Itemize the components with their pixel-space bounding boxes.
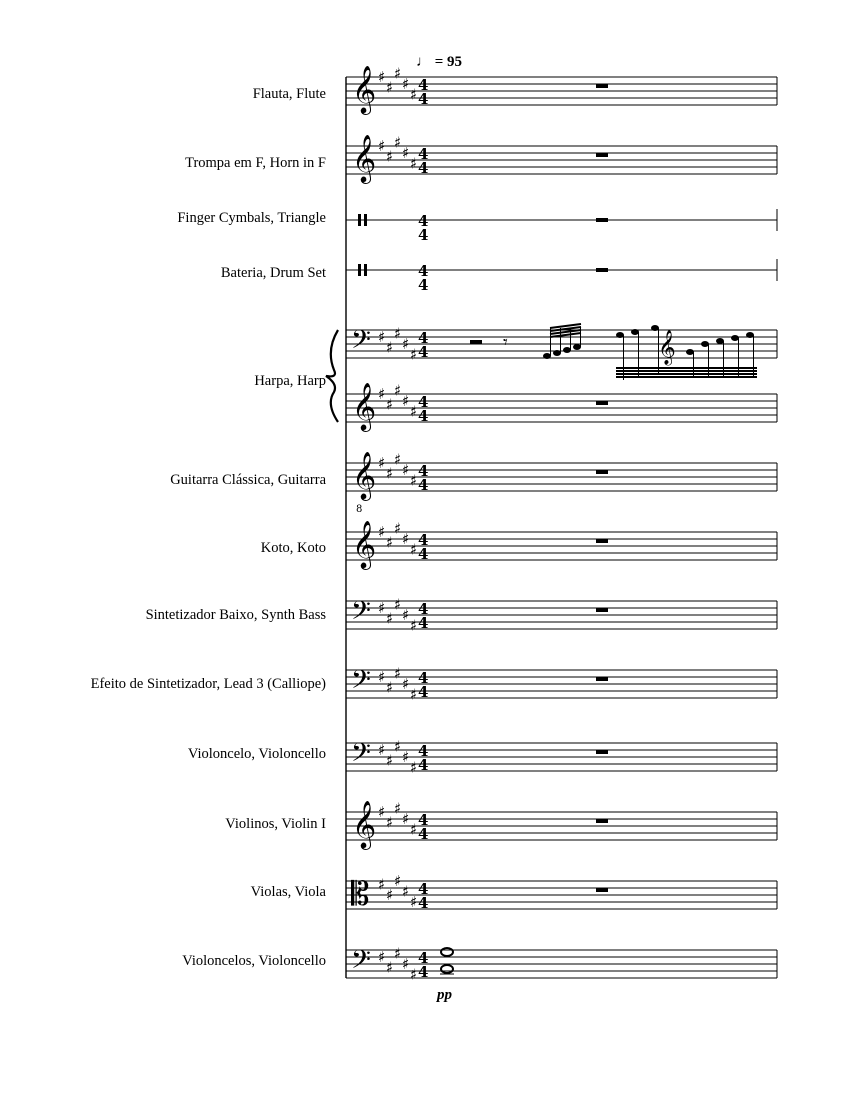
flute-key-sharp-icon: ♯ [410, 85, 418, 104]
cellos-whole-note [441, 965, 453, 973]
instrument-label-synth-bass: Sintetizador Baixo, Synth Bass [145, 607, 326, 623]
violin1-treble-clef-icon: 𝄞 [352, 800, 377, 848]
lead3-key-sharp-icon: ♯ [378, 668, 386, 686]
harp-top-key-sharp-icon: ♯ [394, 324, 402, 343]
harp-top-time-bottom: 4 [418, 343, 429, 361]
guitar-key-sharp-icon: ♯ [394, 450, 402, 469]
harp-note-head [631, 329, 639, 335]
cellos-key-sharp-icon: ♯ [410, 965, 418, 984]
synth-bass-key-sharp-icon: ♯ [410, 616, 418, 635]
cellos-bass-clef-icon: 𝄢 [351, 945, 371, 981]
cellos-key-sharp-icon: ♯ [386, 958, 394, 977]
koto-key-sharp-icon: ♯ [410, 540, 418, 559]
synth-bass-key-sharp-icon: ♯ [386, 609, 394, 628]
koto-time-bottom: 4 [418, 545, 429, 563]
harp-half-rest-icon [470, 340, 482, 344]
violin1-key-sharp-icon: ♯ [386, 813, 394, 832]
harp-bot-treble-clef-icon: 𝄞 [352, 382, 377, 430]
instrument-label-drum-set: Bateria, Drum Set [220, 265, 326, 281]
koto-key-sharp-icon: ♯ [402, 530, 410, 548]
cello-solo-key-sharp-icon: ♯ [386, 751, 394, 770]
violin1-whole-rest-icon [596, 819, 608, 823]
viola-time-bottom: 4 [418, 894, 429, 912]
flute-key-sharp-icon: ♯ [378, 68, 386, 86]
harp-bot-whole-rest-icon [596, 401, 608, 405]
cello-solo-time-bottom: 4 [418, 756, 429, 774]
lead3-whole-rest-icon [596, 677, 608, 681]
tempo-text: = 95 [434, 54, 463, 70]
instrument-label-violin1: Violinos, Violin I [225, 816, 326, 832]
horn-key-sharp-icon: ♯ [410, 154, 418, 173]
finger-cymbals-perc-clef-icon [364, 214, 367, 226]
guitar-key-sharp-icon: ♯ [402, 461, 410, 479]
horn-key-sharp-icon: ♯ [394, 133, 402, 152]
viola-time-top: 4 [418, 880, 429, 898]
harp-top-time-top: 4 [418, 329, 429, 347]
viola-key-sharp-icon: ♯ [394, 872, 402, 890]
flute-time-top: 4 [418, 76, 429, 94]
lead3-bass-clef-icon: 𝄢 [351, 665, 371, 701]
instrument-label-horn: Trompa em F, Horn in F [185, 155, 326, 171]
synth-bass-key-sharp-icon: ♯ [378, 599, 386, 617]
horn-key-sharp-icon: ♯ [386, 147, 394, 166]
cello-solo-key-sharp-icon: ♯ [402, 748, 410, 766]
harp-bot-key-sharp-icon: ♯ [378, 385, 386, 403]
synth-bass-time-top: 4 [418, 600, 429, 618]
lead3-key-sharp-icon: ♯ [402, 675, 410, 693]
koto-whole-rest-icon [596, 539, 608, 543]
instrument-label-koto: Koto, Koto [260, 540, 326, 556]
guitar-time-bottom: 4 [418, 476, 429, 494]
viola-whole-rest-icon [596, 888, 608, 892]
lead3-key-sharp-icon: ♯ [394, 664, 402, 683]
koto-key-sharp-icon: ♯ [386, 533, 394, 552]
flute-key-sharp-icon: ♯ [394, 64, 402, 83]
cello-solo-bass-clef-icon: 𝄢 [351, 738, 371, 774]
finger-cymbals-perc-clef-icon [358, 214, 361, 226]
guitar-whole-rest-icon [596, 470, 608, 474]
harp-top-key-sharp-icon: ♯ [402, 335, 410, 353]
harp-note-head [553, 350, 561, 356]
koto-key-sharp-icon: ♯ [394, 519, 402, 538]
harp-note-head [686, 349, 694, 355]
cellos-key-sharp-icon: ♯ [378, 948, 386, 966]
harp-brace-icon [326, 330, 338, 422]
harp-bot-key-sharp-icon: ♯ [386, 395, 394, 414]
cello-solo-key-sharp-icon: ♯ [410, 758, 418, 777]
finger-cymbals-time-top: 4 [418, 212, 429, 230]
koto-key-sharp-icon: ♯ [378, 523, 386, 541]
harp-eighth-rest-icon: 𝄾 [503, 332, 508, 353]
flute-time-bottom: 4 [418, 90, 429, 108]
cello-solo-time-top: 4 [418, 742, 429, 760]
koto-treble-clef-icon: 𝄞 [352, 520, 377, 568]
harp-top-bass-clef-icon: 𝄢 [351, 325, 371, 361]
cello-solo-key-sharp-icon: ♯ [378, 741, 386, 759]
violin1-time-top: 4 [418, 811, 429, 829]
guitar-time-top: 4 [418, 462, 429, 480]
viola-alto-clef-icon: 𝄡 [351, 874, 370, 913]
harp-top-key-sharp-icon: ♯ [378, 328, 386, 346]
violin1-key-sharp-icon: ♯ [402, 810, 410, 828]
harp-note-head [573, 344, 581, 350]
violin1-key-sharp-icon: ♯ [410, 820, 418, 839]
lead3-time-top: 4 [418, 669, 429, 687]
synth-bass-key-sharp-icon: ♯ [394, 595, 402, 614]
viola-key-sharp-icon: ♯ [378, 875, 386, 894]
harp-note-head [716, 338, 724, 344]
drum-set-time-bottom: 4 [418, 276, 429, 294]
instrument-label-cellos: Violoncelos, Violoncello [182, 953, 326, 969]
finger-cymbals-time-bottom: 4 [418, 226, 429, 244]
synth-bass-whole-rest-icon [596, 608, 608, 612]
horn-key-sharp-icon: ♯ [378, 137, 386, 155]
viola-key-sharp-icon: ♯ [386, 886, 394, 904]
synth-bass-time-bottom: 4 [418, 614, 429, 632]
cellos-key-sharp-icon: ♯ [394, 944, 402, 963]
koto-time-top: 4 [418, 531, 429, 549]
harp-top-key-sharp-icon: ♯ [410, 345, 418, 364]
harp-note-head [746, 332, 754, 338]
cello-solo-whole-rest-icon [596, 750, 608, 754]
harp-top-key-sharp-icon: ♯ [386, 338, 394, 357]
guitar-key-sharp-icon: ♯ [386, 464, 394, 483]
harp-note-head [731, 335, 739, 341]
instrument-label-viola: Violas, Viola [250, 884, 326, 900]
viola-key-sharp-icon: ♯ [410, 893, 418, 911]
violin1-key-sharp-icon: ♯ [378, 803, 386, 821]
harp-note-head [701, 341, 709, 347]
horn-time-bottom: 4 [418, 159, 429, 177]
drum-set-perc-clef-icon [358, 264, 361, 276]
instrument-label-guitar: Guitarra Clássica, Guitarra [170, 472, 326, 488]
lead3-key-sharp-icon: ♯ [386, 678, 394, 697]
instrument-label-harp: Harpa, Harp [254, 373, 326, 389]
guitar-key-sharp-icon: ♯ [378, 454, 386, 472]
tempo-marking [416, 54, 462, 71]
harp-note-head [543, 353, 551, 359]
harp-bot-key-sharp-icon: ♯ [410, 402, 418, 421]
harp-bot-key-sharp-icon: ♯ [402, 392, 410, 410]
cellos-key-sharp-icon: ♯ [402, 955, 410, 973]
dynamic-marking: pp [437, 987, 452, 1003]
guitar-octave-mark: 8 [356, 504, 363, 515]
lead3-key-sharp-icon: ♯ [410, 685, 418, 704]
viola-key-sharp-icon: ♯ [402, 882, 410, 901]
guitar-key-sharp-icon: ♯ [410, 471, 418, 490]
harp-bot-time-bottom: 4 [418, 407, 429, 425]
quarter-note-icon: ♩ [416, 54, 431, 70]
horn-time-top: 4 [418, 145, 429, 163]
flute-treble-clef-icon: 𝄞 [352, 65, 377, 113]
synth-bass-key-sharp-icon: ♯ [402, 606, 410, 624]
instrument-label-finger-cymbals: Finger Cymbals, Triangle [177, 210, 326, 226]
harp-note-head [616, 332, 624, 338]
flute-whole-rest-icon [596, 84, 608, 88]
harp-bot-time-top: 4 [418, 393, 429, 411]
drum-set-perc-clef-icon [364, 264, 367, 276]
horn-treble-clef-icon: 𝄞 [352, 134, 377, 182]
flute-key-sharp-icon: ♯ [402, 75, 410, 93]
harp-note-head [563, 347, 571, 353]
cello-solo-key-sharp-icon: ♯ [394, 737, 402, 756]
finger-cymbals-whole-rest-icon [596, 218, 608, 222]
lead3-time-bottom: 4 [418, 683, 429, 701]
instrument-label-flute: Flauta, Flute [252, 86, 326, 102]
harp-bot-key-sharp-icon: ♯ [394, 381, 402, 400]
flute-key-sharp-icon: ♯ [386, 78, 394, 97]
instrument-label-cello-solo: Violoncelo, Violoncello [187, 746, 326, 762]
guitar-treble-clef-icon: 𝄞 [352, 451, 377, 499]
drum-set-whole-rest-icon [596, 268, 608, 272]
synth-bass-bass-clef-icon: 𝄢 [351, 596, 371, 632]
drum-set-time-top: 4 [418, 262, 429, 280]
violin1-key-sharp-icon: ♯ [394, 799, 402, 818]
cellos-time-top: 4 [418, 949, 429, 967]
horn-key-sharp-icon: ♯ [402, 144, 410, 162]
instrument-label-lead3: Efeito de Sintetizador, Lead 3 (Calliope) [90, 676, 326, 692]
violin1-time-bottom: 4 [418, 825, 429, 843]
horn-whole-rest-icon [596, 153, 608, 157]
harp-treble-clef-change-icon: 𝄞 [658, 330, 676, 365]
cellos-whole-note [441, 948, 453, 956]
cellos-time-bottom: 4 [418, 963, 429, 981]
